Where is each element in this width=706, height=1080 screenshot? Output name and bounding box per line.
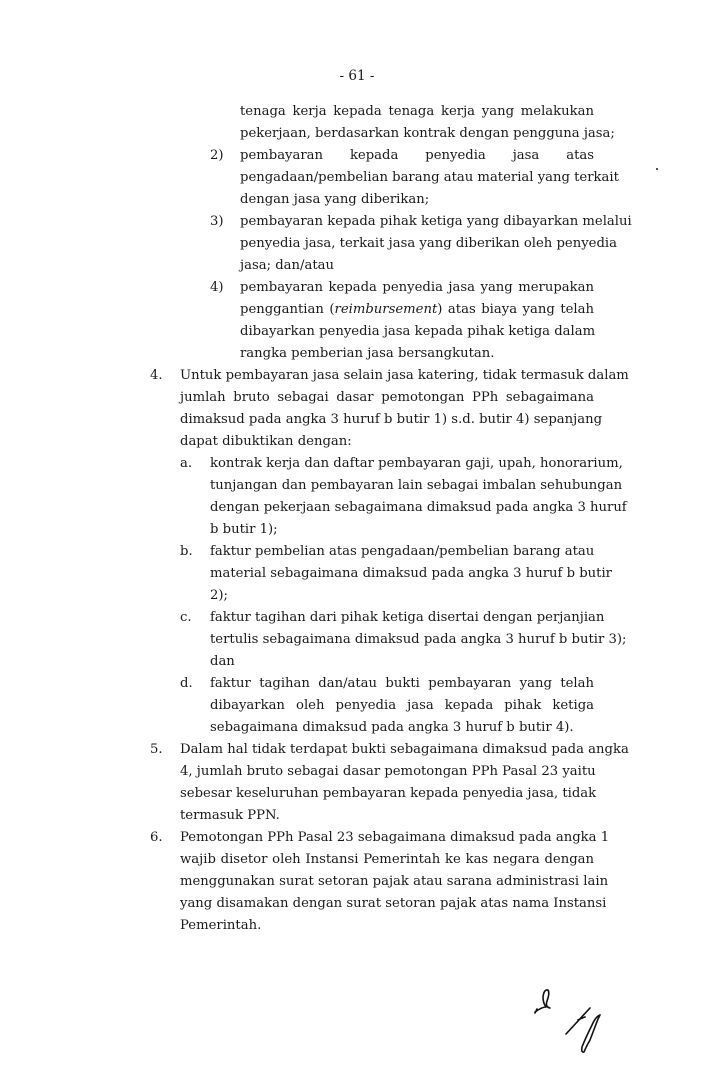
text-line: tunjangan dan pembayaran lain sebagai imbalan sehubungan — [210, 478, 623, 493]
text-line: faktur tagihan dari pihak ketiga disertai dengan perjanjian — [210, 610, 605, 625]
text-line: b butir 1); — [210, 522, 278, 537]
text-line: jasa; dan/atau — [240, 258, 334, 273]
text-line: dengan jasa yang diberikan; — [240, 192, 430, 207]
text-line: menggunakan surat setoran pajak atau sarana administrasi lain — [180, 874, 609, 889]
list-marker: c. — [180, 610, 192, 625]
text-line: tenaga kerja kepada tenaga kerja yang melakukan — [240, 104, 594, 119]
italic-term: reimbursement — [334, 302, 438, 317]
list-marker: 4. — [150, 368, 163, 383]
text-line: sebesar keseluruhan pembayaran kepada penyedia jasa, tidak — [180, 786, 597, 801]
text-line: dan — [210, 654, 235, 669]
scan-speck — [656, 168, 658, 170]
text-line: Pemotongan PPh Pasal 23 sebagaimana dimaksud pada angka 1 — [180, 830, 610, 845]
text-line: 2); — [210, 588, 228, 603]
text-line: kontrak kerja dan daftar pembayaran gaji, upah, honorarium, — [210, 456, 623, 471]
text-line: pekerjaan, berdasarkan kontrak dengan pengguna jasa; — [240, 126, 615, 141]
text-line: faktur tagihan dan/atau bukti pembayaran yang telah — [210, 676, 594, 691]
list-marker: 2) — [210, 148, 224, 163]
text-line: 4, jumlah bruto sebagai dasar pemotongan PPh Pasal 23 yaitu — [180, 764, 596, 779]
list-marker: 6. — [150, 830, 163, 845]
text-line: tertulis sebagaimana dimaksud pada angka 3 huruf b butir 3); — [210, 632, 627, 647]
list-marker: 4) — [210, 280, 224, 295]
list-marker: b. — [180, 544, 193, 559]
text-line: pengadaan/pembelian barang atau material yang terkait — [240, 170, 619, 185]
text-line: pembayaran kepada pihak ketiga yang dibayarkan melalui — [240, 214, 632, 229]
text-line: Untuk pembayaran jasa selain jasa katering, tidak termasuk dalam — [180, 368, 629, 383]
text-line: dapat dibuktikan dengan: — [180, 434, 352, 449]
list-marker: a. — [180, 456, 193, 471]
text-line: penyedia jasa, terkait jasa yang diberikan oleh penyedia — [240, 236, 617, 251]
text-line: faktur pembelian atas pengadaan/pembelian barang atau — [210, 544, 595, 559]
list-marker: 3) — [210, 214, 224, 229]
text-line: Pemerintah. — [180, 918, 262, 933]
text-line: Dalam hal tidak terdapat bukti sebagaimana dimaksud pada angka — [180, 742, 629, 757]
text-line: termasuk PPN. — [180, 808, 280, 823]
text-line: pembayaran kepada penyedia jasa atas — [240, 148, 594, 163]
text-line: dimaksud pada angka 3 huruf b butir 1) s.d. butir 4) sepanjang — [180, 412, 603, 427]
text-line: dibayarkan oleh penyedia jasa kepada pihak ketiga — [210, 698, 594, 713]
text-line: pembayaran kepada penyedia jasa yang merupakan — [240, 280, 594, 295]
text-line: jumlah bruto sebagai dasar pemotongan PPh sebagaimana — [180, 390, 594, 405]
text-line-italic-term: penggantian (reimbursement) atas biaya yang telah — [240, 302, 594, 317]
signature-initials-icon — [530, 985, 640, 1060]
text-line: dengan pekerjaan sebagaimana dimaksud pada angka 3 huruf — [210, 500, 627, 515]
text-line: material sebagaimana dimaksud pada angka 3 huruf b butir — [210, 566, 612, 581]
list-marker: 5. — [150, 742, 163, 757]
text-line: sebagaimana dimaksud pada angka 3 huruf b butir 4). — [210, 720, 574, 735]
text-line: yang disamakan dengan surat setoran pajak atas nama Instansi — [180, 896, 607, 911]
list-marker: d. — [180, 676, 193, 691]
text-line: wajib disetor oleh Instansi Pemerintah ke kas negara dengan — [180, 852, 594, 867]
page-number: - 61 - — [339, 68, 375, 84]
text-line: dibayarkan penyedia jasa kepada pihak ketiga dalam — [240, 324, 596, 339]
text-line: rangka pemberian jasa bersangkutan. — [240, 346, 495, 361]
